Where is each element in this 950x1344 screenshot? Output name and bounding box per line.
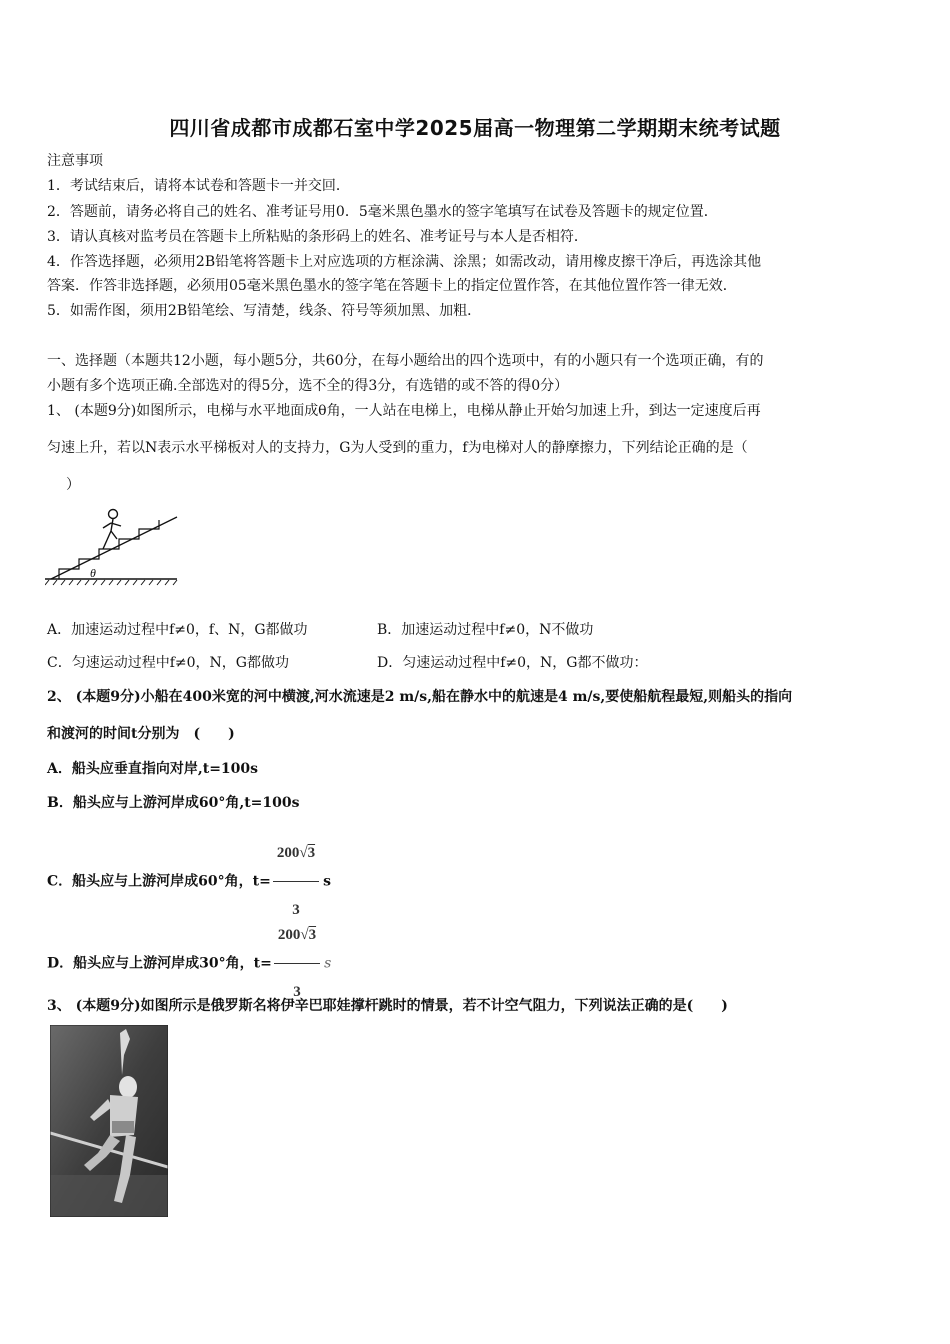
- q2-option-a[interactable]: A．船头应垂直指向对岸,t=100s: [47, 761, 259, 777]
- q2-option-d-text: D．船头应与上游河岸成30°角，t=: [47, 955, 272, 972]
- q1-stem: 1、 (本题9分)如图所示，电梯与水平地面成θ角，一人站在电梯上，电梯从静止开始匀加速上升，到达一定速度后再: [47, 403, 761, 419]
- notice-item: 4．作答选择题，必须用2B铅笔将答题卡上对应选项的方框涂满、涂黑；如需改动，请用橡皮擦干净后，再选涂其他: [47, 254, 762, 270]
- q1-stem-cont: 匀速上升，若以N表示水平梯板对人的支持力，G为人受到的重力，f为电梯对人的静摩擦力，下列结论正确的是（: [47, 440, 748, 456]
- notice-item: 5．如需作图，须用2B铅笔绘、写清楚，线条、符号等须加黑、加粗．: [47, 303, 482, 319]
- angle-label: θ: [90, 566, 96, 580]
- q1-option-d[interactable]: D．匀速运动过程中f≠0，N，G都不做功：: [377, 655, 648, 671]
- person-figure: [103, 510, 121, 550]
- q1-option-c[interactable]: C．匀速运动过程中f≠0，N，G都做功: [47, 655, 289, 671]
- ground-hatching: [45, 580, 177, 585]
- page-title: 四川省成都市成都石室中学2025届高一物理第二学期期末统考试题: [169, 116, 781, 140]
- fraction-denominator: 3: [292, 902, 300, 918]
- q3-stem: 3、 (本题9分)如图所示是俄罗斯名将伊辛巴耶娃撑杆跳时的情景，若不计空气阻力，下列说法正确的是( ): [47, 998, 728, 1014]
- notice-item: 3．请认真核对监考员在答题卡上所粘贴的条形码上的姓名、准考证号与本人是否相符．: [47, 229, 588, 245]
- q1-option-b[interactable]: B．加速运动过程中f≠0，N不做功: [377, 622, 594, 638]
- notice-item: 答案．作答非选择题，必须用05毫米黑色墨水的签字笔在答题卡上的指定位置作答，在其他位置作答一律无效．: [47, 278, 737, 294]
- escalator-steps: [59, 520, 159, 579]
- unit: s: [323, 873, 331, 890]
- q2-option-c-text: C．船头应与上游河岸成60°角，t=: [47, 873, 271, 890]
- q2-option-b[interactable]: B．船头应与上游河岸成60°角,t=100s: [47, 795, 300, 811]
- escalator-incline: [51, 517, 177, 579]
- q1-option-a[interactable]: A．加速运动过程中f≠0，f、N，G都做功: [47, 622, 308, 638]
- section-heading: 一、选择题（本题共12小题，每小题5分，共60分，在每小题给出的四个选项中，有的小题只有一个选项正确，有的: [47, 353, 764, 369]
- notice-item: 1．考试结束后，请将本试卷和答题卡一并交回．: [47, 178, 350, 194]
- escalator-figure: [45, 505, 185, 590]
- fraction-denominator: 3: [293, 984, 301, 1000]
- q2-stem-cont: 和渡河的时间t分别为 ( ): [47, 726, 235, 742]
- crowd-area: [50, 1175, 168, 1217]
- q1-stem-end: ）: [66, 477, 80, 493]
- unit: s: [324, 955, 332, 972]
- q2-stem: 2、 (本题9分)小船在400米宽的河中横渡,河水流速是2 m/s,船在静水中的航速是4 m/s,要使船航程最短,则船头的指向: [47, 689, 793, 705]
- notice-heading: 注意事项: [47, 153, 103, 169]
- fraction-numerator: 200√3: [274, 908, 320, 964]
- section-heading-cont: 小题有多个选项正确.全部选对的得5分，选不全的得3分，有选错的或不答的得0分）: [47, 378, 569, 394]
- fraction-numerator: 200√3: [273, 826, 319, 882]
- pole-vault-photo: [50, 1025, 168, 1217]
- notice-item: 2．答题前，请务必将自己的姓名、准考证号用0．5毫米黑色墨水的签字笔填写在试卷及答题卡的规定位置．: [47, 204, 718, 220]
